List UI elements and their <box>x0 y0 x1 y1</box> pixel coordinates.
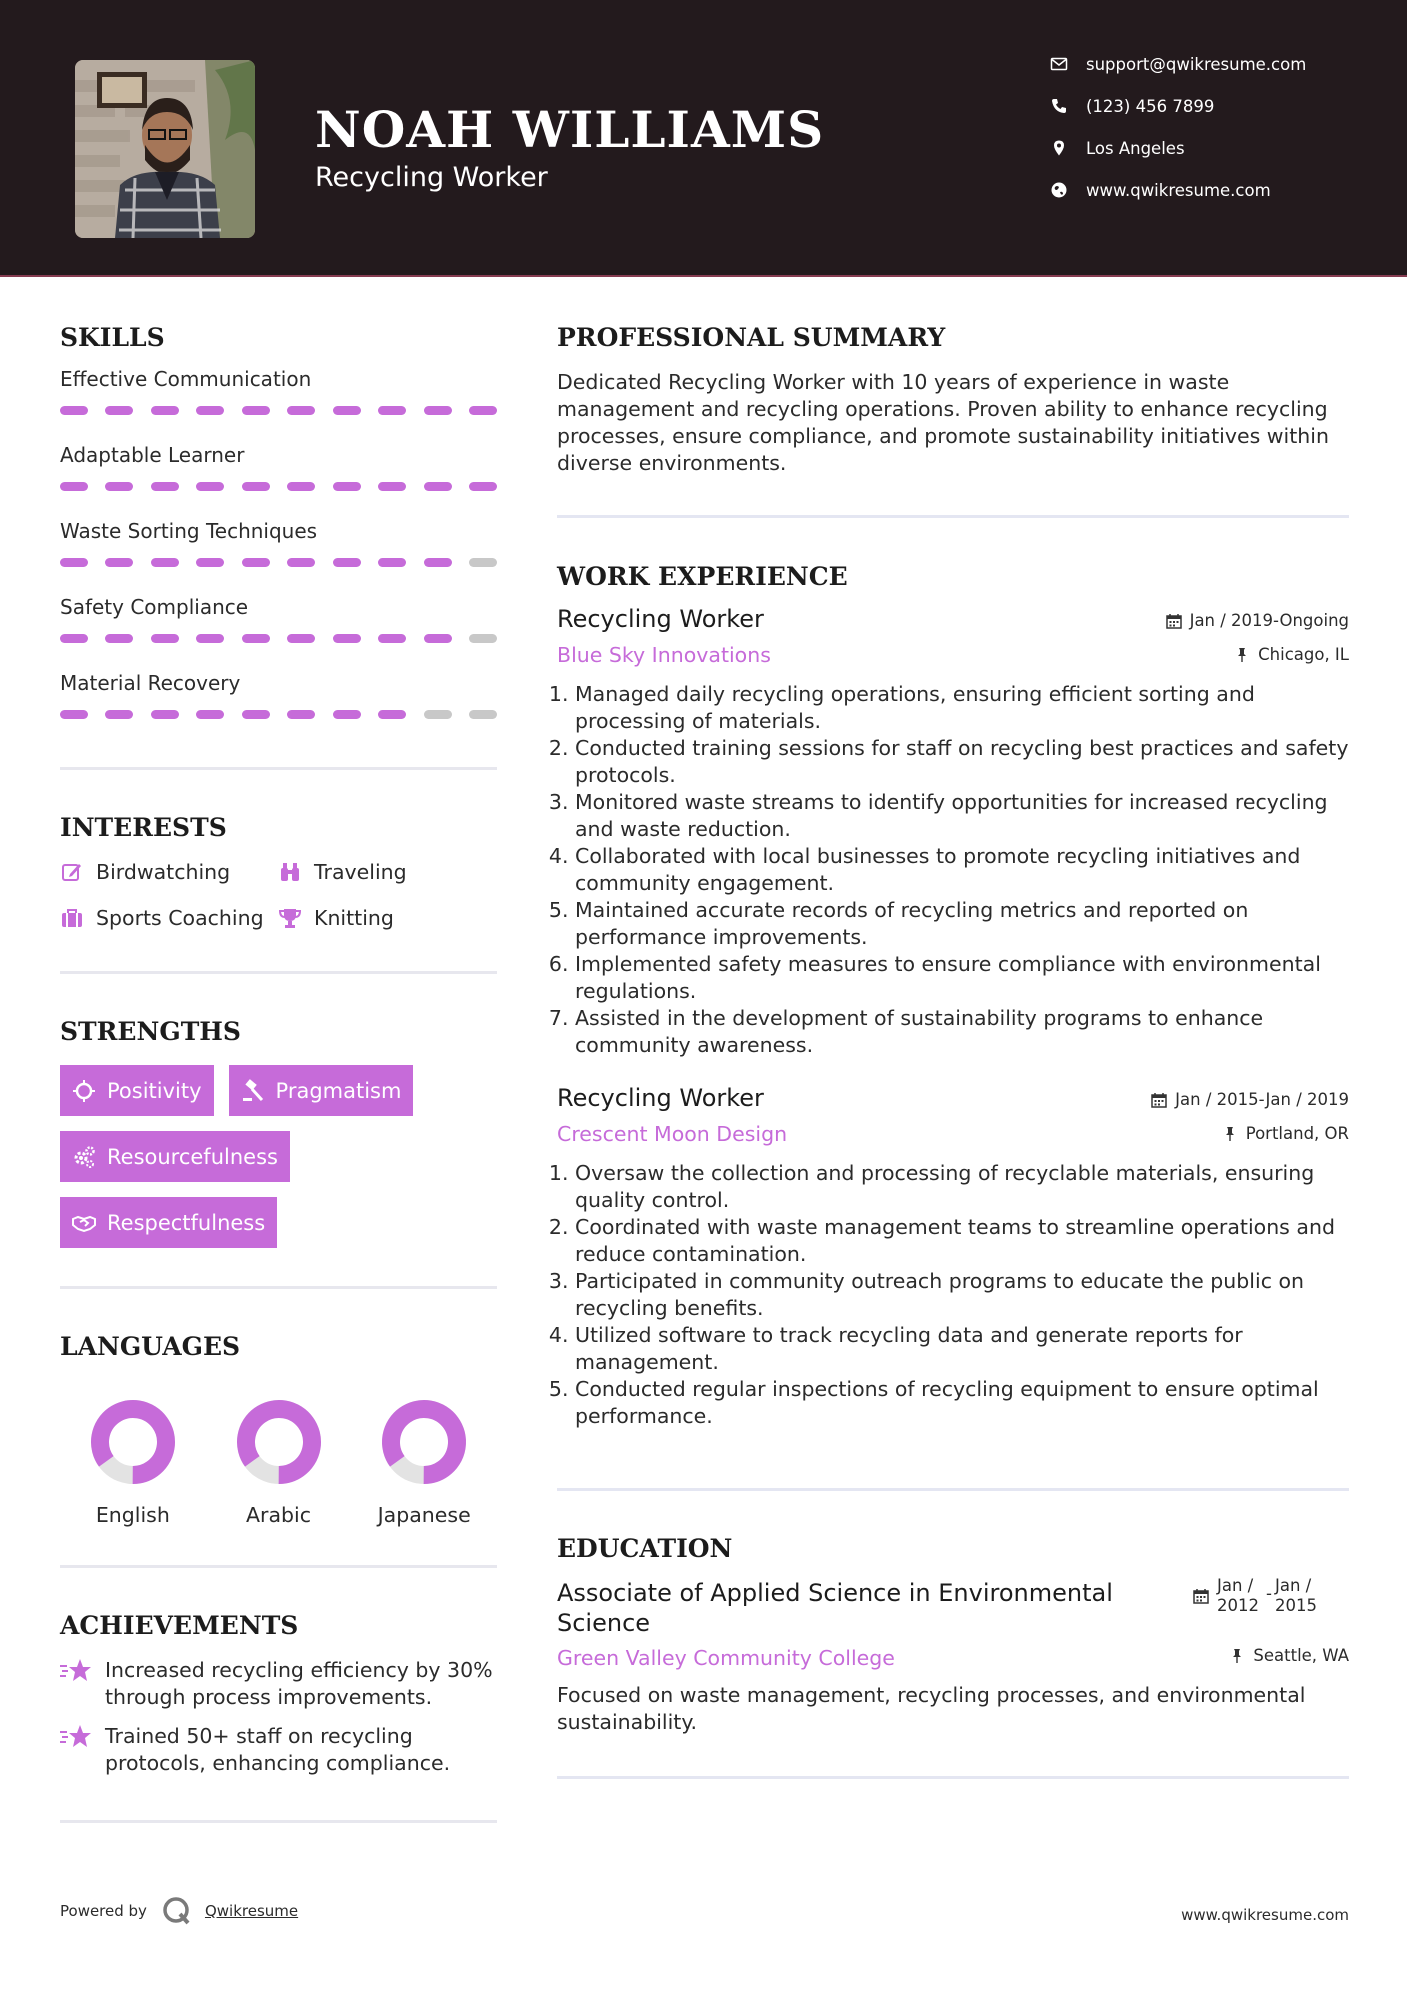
languages-list <box>60 1399 497 1527</box>
education-location <box>1229 1646 1349 1665</box>
section-divider <box>60 971 497 974</box>
contact-email-text: support@qwikresume.com <box>1086 55 1307 74</box>
left-column <box>60 277 497 1823</box>
skill-dot-filled <box>105 634 133 643</box>
job-entry <box>557 1084 1349 1430</box>
pushpin-icon <box>1234 647 1250 663</box>
contact-list <box>1050 55 1380 223</box>
skill-dot-filled <box>242 710 270 719</box>
education-description: Focused on waste management, recycling processes, and environmental sustainability. <box>557 1683 1306 1734</box>
handshake-icon <box>72 1211 96 1235</box>
skill-dot-filled <box>151 558 179 567</box>
job-entry <box>557 605 1349 1059</box>
skill-dot-filled <box>287 482 315 491</box>
job-bullet: 6. Implemented safety measures to ensure compliance with environmental regulations. <box>575 951 1349 1005</box>
profile-photo <box>75 60 255 238</box>
skill-dot-filled <box>424 634 452 643</box>
skill-dot-filled <box>469 406 497 415</box>
job-bullet: 5. Conducted regular inspections of recycling equipment to ensure optimal performance. <box>575 1376 1349 1430</box>
binoculars-icon <box>278 860 302 884</box>
skill-dot-filled <box>378 634 406 643</box>
strength-label: Pragmatism <box>275 1078 402 1103</box>
language-ring <box>236 1399 322 1485</box>
strength-badge <box>60 1065 214 1116</box>
job-dates <box>1166 611 1349 630</box>
skill-dot-filled <box>287 710 315 719</box>
language-name: Arabic <box>246 1503 311 1527</box>
interest-label: Birdwatching <box>96 860 231 884</box>
language-item <box>60 1399 206 1527</box>
skill-dot-filled <box>424 482 452 491</box>
contact-phone[interactable] <box>1050 97 1380 139</box>
skill-dot-filled <box>242 406 270 415</box>
skill-dot-filled <box>105 558 133 567</box>
skill-level <box>60 558 497 567</box>
skill-dot-filled <box>378 482 406 491</box>
job-title: Recycling Worker <box>557 605 764 633</box>
strength-badge <box>60 1131 290 1182</box>
candidate-name: NOAH WILLIAMS <box>315 100 825 159</box>
job-bullet: 7. Assisted in the development of sustainability programs to enhance community awareness. <box>575 1005 1349 1059</box>
section-divider <box>60 1820 497 1823</box>
skill-dot-filled <box>469 482 497 491</box>
skill-name: Material Recovery <box>60 671 241 695</box>
interests-list <box>60 860 497 930</box>
skill-dot-empty <box>424 710 452 719</box>
skill-dot-filled <box>424 558 452 567</box>
powered-by-text: Powered by <box>60 1902 147 1920</box>
pushpin-icon <box>1229 1648 1245 1664</box>
skill-dot-filled <box>151 482 179 491</box>
job-title: Recycling Worker <box>557 1084 764 1112</box>
interests-heading: INTERESTS <box>60 813 227 842</box>
skill-dot-filled <box>196 558 224 567</box>
skill-dot-filled <box>333 558 361 567</box>
skill-dot-filled <box>151 634 179 643</box>
contact-phone-text: (123) 456 7899 <box>1086 97 1215 116</box>
education-location-text: Seattle, WA <box>1253 1646 1349 1665</box>
strength-label: Respectfulness <box>107 1210 266 1235</box>
skill-dot-filled <box>333 406 361 415</box>
strength-badge <box>60 1197 277 1248</box>
job-bullet: 3. Participated in community outreach programs to educate the public on recycling benefits. <box>575 1268 1349 1322</box>
skill-dot-filled <box>60 406 88 415</box>
interest-label: Knitting <box>314 906 394 930</box>
language-item <box>206 1399 352 1527</box>
language-item <box>351 1399 497 1527</box>
candidate-title: Recycling Worker <box>315 162 548 193</box>
envelope-icon <box>1050 55 1086 73</box>
language-name: English <box>95 1503 170 1527</box>
achievements-list <box>60 1657 497 1777</box>
contact-email[interactable] <box>1050 55 1380 97</box>
date-separator: - <box>1266 1584 1272 1603</box>
skill-level <box>60 482 497 491</box>
job-bullet: 1. Managed daily recycling operations, ensuring efficient sorting and processing of materials. <box>575 681 1349 735</box>
achievement-text: Trained 50+ staff on recycling protocols, enhancing compliance. <box>105 1724 451 1775</box>
skill-dot-filled <box>60 558 88 567</box>
job-location <box>1222 1124 1349 1143</box>
language-ring-fill <box>90 1399 176 1485</box>
pushpin-icon <box>1222 1126 1238 1142</box>
skill-level <box>60 634 497 643</box>
strength-label: Resourcefulness <box>107 1144 278 1169</box>
job-bullet: 2. Coordinated with waste management teams to streamline operations and reduce contamination. <box>575 1214 1349 1268</box>
skill-dot-empty <box>469 634 497 643</box>
job-dates-text: Jan / 2015-Jan / 2019 <box>1175 1090 1349 1109</box>
phone-icon <box>1050 97 1086 115</box>
job-bullet: 5. Maintained accurate records of recycling metrics and reported on performance improvements. <box>575 897 1349 951</box>
gears-icon <box>72 1145 96 1169</box>
interest-label: Sports Coaching <box>96 906 264 930</box>
skill-dot-filled <box>242 558 270 567</box>
skill-item <box>60 595 497 643</box>
contact-website-text: www.qwikresume.com <box>1086 181 1271 200</box>
skill-dot-filled <box>333 634 361 643</box>
job-location <box>1234 645 1349 664</box>
section-divider <box>557 1488 1349 1491</box>
skill-dot-filled <box>60 634 88 643</box>
interest-item <box>60 906 278 930</box>
languages-heading: LANGUAGES <box>60 1332 241 1361</box>
skill-dot-filled <box>424 406 452 415</box>
strength-badge <box>229 1065 414 1116</box>
skill-dot-filled <box>287 406 315 415</box>
job-bullets <box>557 1160 1349 1430</box>
strengths-list <box>60 1065 497 1248</box>
map-pin-icon <box>1050 139 1086 157</box>
interest-item <box>278 906 497 930</box>
skill-level <box>60 710 497 719</box>
skill-dot-filled <box>60 710 88 719</box>
skill-level <box>60 406 497 415</box>
interest-item <box>278 860 497 884</box>
sun-icon <box>72 1079 96 1103</box>
star-icon <box>60 1657 92 1685</box>
job-bullet: 4. Utilized software to track recycling data and generate reports for management. <box>575 1322 1349 1376</box>
skill-dot-filled <box>287 558 315 567</box>
skill-dot-filled <box>105 406 133 415</box>
footer-url[interactable]: www.qwikresume.com <box>1181 1906 1349 1924</box>
contact-website[interactable] <box>1050 181 1380 223</box>
pencil-icon <box>60 860 84 884</box>
job-location-text: Portland, OR <box>1245 1124 1349 1143</box>
skill-dot-filled <box>151 406 179 415</box>
skill-dot-filled <box>242 634 270 643</box>
contact-location <box>1050 139 1380 181</box>
skill-dot-filled <box>196 710 224 719</box>
job-bullet: 4. Collaborated with local businesses to promote recycling initiatives and community engagement. <box>575 843 1349 897</box>
briefcase-icon <box>60 906 84 930</box>
skill-name: Effective Communication <box>60 367 312 391</box>
skill-name: Waste Sorting Techniques <box>60 519 318 543</box>
skill-dot-filled <box>60 482 88 491</box>
education-dates <box>1193 1576 1321 1616</box>
skill-item <box>60 671 497 719</box>
skill-item <box>60 367 497 415</box>
skill-dot-filled <box>333 710 361 719</box>
education-entry <box>557 1578 1349 1736</box>
experience-heading: WORK EXPERIENCE <box>557 562 848 591</box>
contact-location-text: Los Angeles <box>1086 139 1185 158</box>
job-bullet: 1. Oversaw the collection and processing of recyclable materials, ensuring quality control. <box>575 1160 1349 1214</box>
job-bullet: 3. Monitored waste streams to identify opportunities for increased recycling and waste reduction. <box>575 789 1349 843</box>
skills-heading: SKILLS <box>60 323 165 352</box>
education-school: Green Valley Community College <box>557 1646 895 1670</box>
section-divider <box>60 1286 497 1289</box>
skill-dot-filled <box>196 634 224 643</box>
skill-dot-filled <box>196 406 224 415</box>
skills-list <box>60 367 497 719</box>
education-degree: Associate of Applied Science in Environmental Science <box>557 1579 1113 1637</box>
skill-dot-filled <box>378 710 406 719</box>
gavel-icon <box>241 1079 265 1103</box>
job-dates <box>1151 1090 1349 1109</box>
star-icon <box>60 1723 92 1751</box>
summary-heading: PROFESSIONAL SUMMARY <box>557 323 946 352</box>
language-ring <box>90 1399 176 1485</box>
job-bullet: 2. Conducted training sessions for staff on recycling best practices and safety protocols. <box>575 735 1349 789</box>
profile-photo-image <box>75 60 255 238</box>
job-bullets <box>557 681 1349 1059</box>
skill-dot-filled <box>105 710 133 719</box>
skill-dot-filled <box>151 710 179 719</box>
skill-dot-empty <box>469 710 497 719</box>
job-company: Crescent Moon Design <box>557 1122 788 1146</box>
globe-icon <box>1050 181 1086 199</box>
skill-dot-filled <box>105 482 133 491</box>
qwikresume-logo-icon <box>161 1895 193 1927</box>
section-divider <box>60 767 497 770</box>
interest-item <box>60 860 278 884</box>
skill-item <box>60 519 497 567</box>
skill-dot-filled <box>378 558 406 567</box>
skill-dot-filled <box>378 406 406 415</box>
job-location-text: Chicago, IL <box>1258 645 1349 664</box>
calendar-icon <box>1166 613 1182 629</box>
section-divider <box>557 515 1349 518</box>
job-company: Blue Sky Innovations <box>557 643 771 667</box>
calendar-icon <box>1151 1092 1167 1108</box>
section-divider <box>60 1565 497 1568</box>
section-divider <box>557 1776 1349 1779</box>
language-ring <box>381 1399 467 1485</box>
skill-dot-filled <box>242 482 270 491</box>
interest-label: Traveling <box>314 860 407 884</box>
strengths-heading: STRENGTHS <box>60 1017 241 1046</box>
skill-name: Adaptable Learner <box>60 443 245 467</box>
skill-item <box>60 443 497 491</box>
achievement-text: Increased recycling efficiency by 30% through process improvements. <box>105 1658 493 1709</box>
skill-dot-filled <box>196 482 224 491</box>
footer-powered-by <box>60 1895 298 1927</box>
trophy-icon <box>278 906 302 930</box>
skill-dot-empty <box>469 558 497 567</box>
skill-name: Safety Compliance <box>60 595 249 619</box>
job-dates-text: Jan / 2019-Ongoing <box>1189 611 1349 630</box>
achievement-item <box>60 1657 497 1711</box>
strength-label: Positivity <box>107 1078 202 1103</box>
right-column <box>557 277 1349 1779</box>
skill-dot-filled <box>333 482 361 491</box>
summary-text: Dedicated Recycling Worker with 10 years of experience in waste management and recycling operations. Proven ability to enhance recycling processes, ensure compliance, and promote sustainability initiatives within diverse environments. <box>557 370 1329 475</box>
education-date-to: Jan / 2015 <box>1275 1576 1317 1615</box>
qwikresume-link[interactable]: Qwikresume <box>204 1902 299 1920</box>
language-name: Japanese <box>377 1503 471 1527</box>
calendar-icon <box>1193 1588 1209 1604</box>
language-ring-fill <box>381 1399 467 1485</box>
language-ring-fill <box>236 1399 322 1485</box>
skill-dot-filled <box>287 634 315 643</box>
achievement-item <box>60 1723 497 1777</box>
education-date-from: Jan / 2012 <box>1217 1576 1259 1615</box>
education-heading: EDUCATION <box>557 1534 733 1563</box>
achievements-heading: ACHIEVEMENTS <box>60 1611 299 1640</box>
